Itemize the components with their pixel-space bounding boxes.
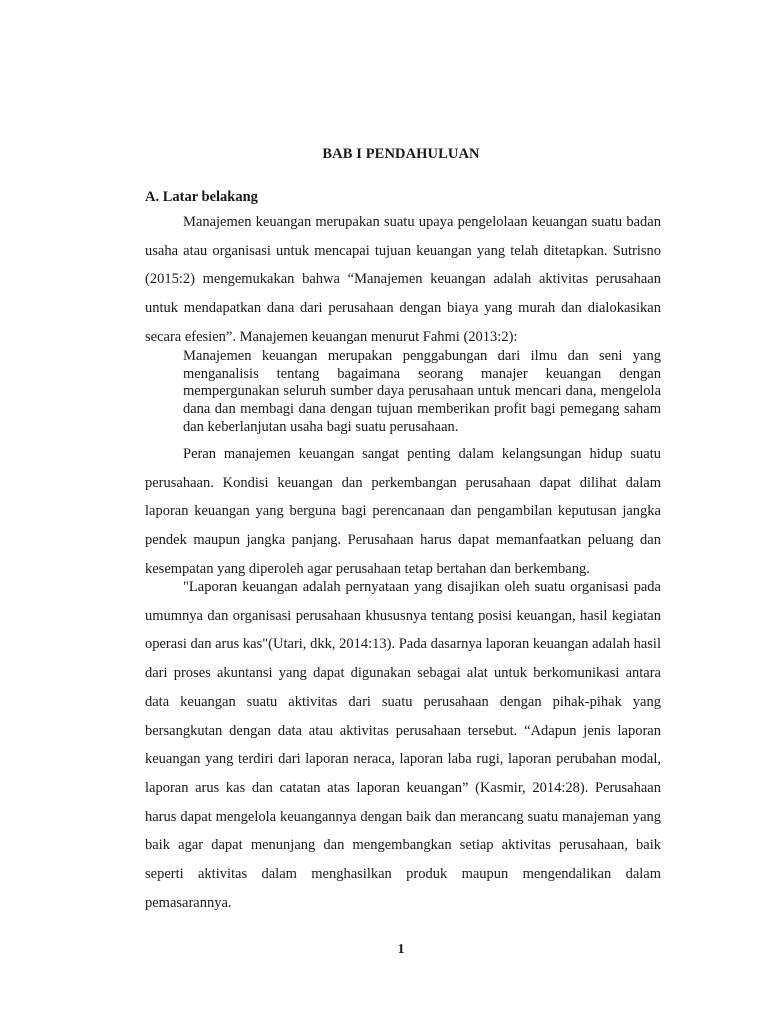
body-paragraph: "Laporan keuangan adalah pernyataan yang disajikan oleh suatu organisasi pada umumnya dan organisasi perusahaan khususnya tentang posisi keuangan, hasil kegiatan operasi dan arus kas"(Utari, dkk, 2014:13). Pada dasarnya laporan keuangan adalah hasil dari proses akuntansi yang dapat digunakan sebagai alat untuk berkomunikasi antara data keuangan suatu aktivitas dari suatu perusahaan dengan pihak-pihak yang bersangkutan dengan data atau aktivitas perusahaan tersebut. “Adapun jenis laporan keuangan yang terdiri dari laporan neraca, laporan laba rugi, laporan perubahan modal, laporan arus kas dan catatan atas laporan keuangan” (Kasmir, 2014:28). Perusahaan harus dapat mengelola keuangannya dengan baik dan merancang suatu manajeman yang baik agar dapat menunjang dan mengembangkan setiap aktivitas perusahaan, baik seperti aktivitas dalam menghasilkan produk maupun mengendalikan dalam pemasarannya. <box>145 579 661 911</box>
block-quote: Manajemen keuangan merupakan penggabungan dari ilmu dan seni yang menganalisis tentang bagaimana seorang manajer keuangan dengan mempergunakan seluruh sumber daya perusahaan untuk mencari dana, mengelola dana dan membagi dana dengan tujuan memberikan profit bagi pemegang saham dan keberlanjutan usaha bagi suatu perusahaan. <box>183 348 661 435</box>
body-paragraph: Manajemen keuangan merupakan suatu upaya pengelolaan keuangan suatu badan usaha atau organisasi untuk mencapai tujuan keuangan yang telah ditetapkan. Sutrisno (2015:2) mengemukakan bahwa “Manajemen keuangan adalah aktivitas perusahaan untuk mendapatkan dana dari perusahaan dengan biaya yang murah dan dialokasikan secara efesien”. Manajemen keuangan menurut Fahmi (2013:2): <box>145 214 661 345</box>
section-heading: A. Latar belakang <box>145 189 258 205</box>
page-number: 1 <box>397 942 405 957</box>
chapter-title: BAB I PENDAHULUAN <box>322 146 480 162</box>
body-paragraph: Peran manajemen keuangan sangat penting dalam kelangsungan hidup suatu perusahaan. Kondisi keuangan dan perkembangan perusahaan dapat dilihat dalam laporan keuangan yang berguna bagi perencanaan dan pengambilan keputusan jangka pendek maupun jangka panjang. Perusahaan harus dapat memanfaatkan peluang dan kesempatan yang diperoleh agar perusahaan tetap bertahan dan berkembang. <box>145 446 661 577</box>
